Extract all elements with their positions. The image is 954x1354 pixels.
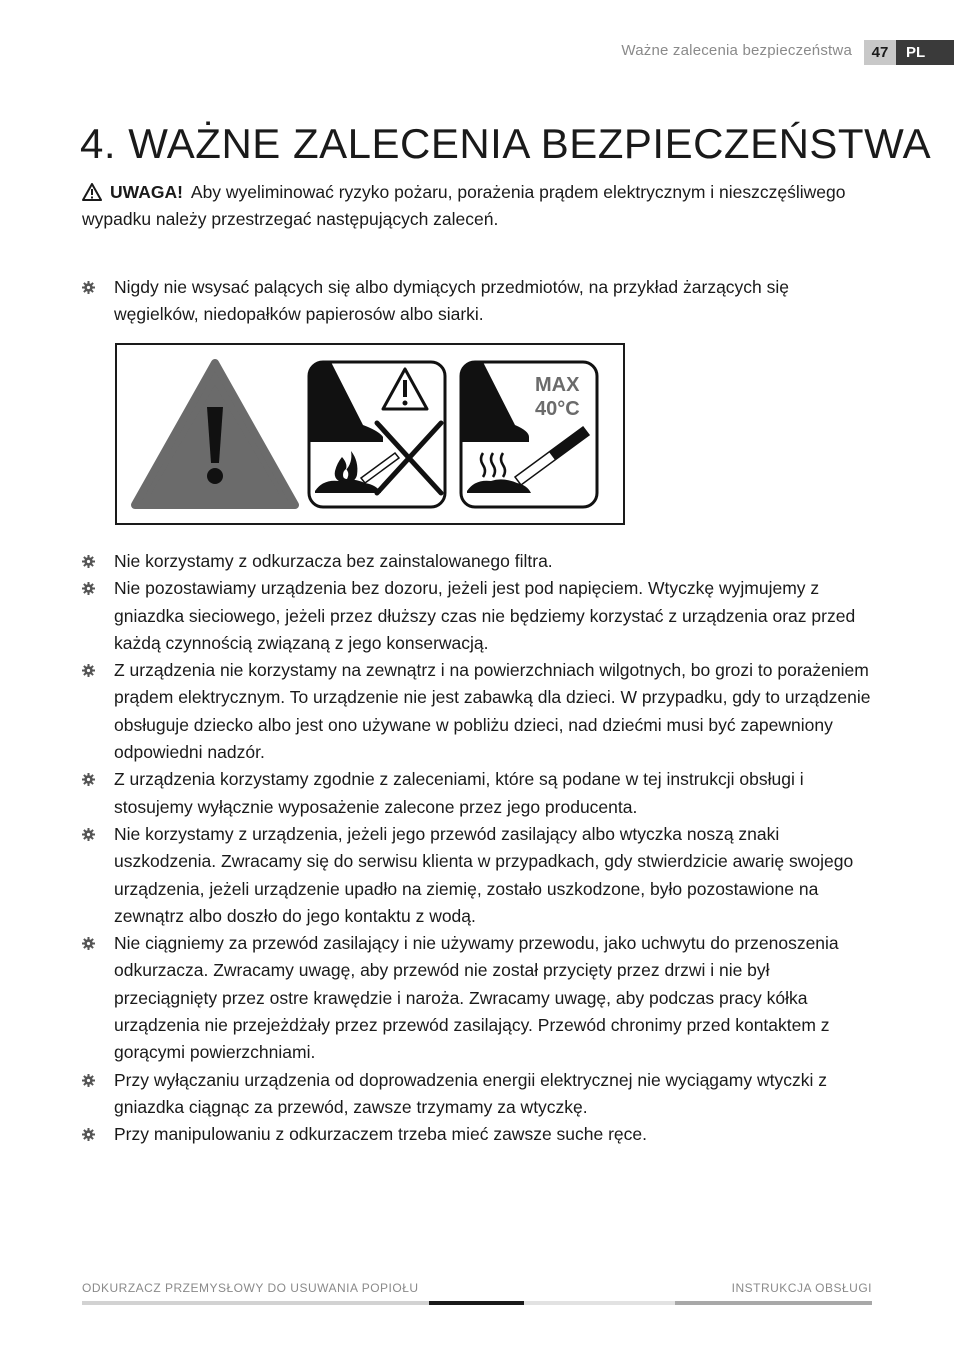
large-warning-triangle-icon [135,363,295,505]
temperature-label: 40°C [535,398,580,420]
cog-bullet-icon [82,937,95,950]
cog-bullet-icon [82,1128,95,1141]
list-item [82,657,872,766]
list-item-text: Nigdy nie wsysać palących się albo dymiących przedmiotów, na przykład żarzących się węgielków, niedopałków papierosów albo siarki. [114,277,790,325]
list-item-text: Z urządzenia korzystamy zgodnie z zaleceniami, które są podane w tej instrukcji obsługi i stosujemy wyłącznie wyposażenie zalecone przez jego producenta. [114,769,804,817]
footer-divider [82,1301,872,1305]
list-item-text: Nie korzystamy z urządzenia, jeżeli jego przewód zasilający albo wtyczka noszą znaki uszkodzenia. Zwracamy się do serwisu klienta w przypadkach, gdy stwierdzicie awarię swojego urządzenia, jeżeli urządzenie upadło na ziemię, zostało uszkodzone, było pozostawione na zewnątrz albo doszło do jego kontaktu z wodą. [114,823,854,926]
running-header: Ważne zalecenia bezpieczeństwa [621,42,852,59]
list-item-text: Przy wyłączaniu urządzenia od doprowadzenia energii elektrycznej nie wyciągamy wtyczki z gniazdka ciągnąc za przewód, zawsze trzymamy za wtyczkę. [114,1069,827,1117]
list-item-text: Przy manipulowaniu z odkurzaczem trzeba mieć zawsze suche ręce. [114,1124,647,1145]
list-item [82,274,872,329]
max-label: MAX [535,374,580,396]
no-burning-objects-icon [309,362,445,507]
language-tab: PL [896,40,954,65]
warning-paragraph [82,179,872,233]
list-item [82,930,872,1066]
max-temperature-icon [461,362,597,507]
page-number: 47 [864,40,896,65]
cog-bullet-icon [82,1074,95,1087]
footer-document-type: INSTRUKCJA OBSŁUGI [731,1281,872,1295]
warning-triangle-icon [82,183,102,201]
list-item-text: Nie pozostawiamy urządzenia bez dozoru, jeżeli jest pod napięciem. Wtyczkę wyjmujemy z gniazdka sieciowego, jeżeli przez dłuższy czas nie będziemy korzystać z urządzenia oraz przed każdą czynnością związaną z jego konserwacją. [114,578,856,653]
cog-bullet-icon [82,828,95,841]
bullet-list-before-figure [82,274,872,329]
list-item [82,821,872,930]
pictogram-illustration [117,345,622,522]
list-item [82,766,872,821]
list-item [82,1121,872,1148]
cog-bullet-icon [82,555,95,568]
list-item-text: Z urządzenia nie korzystamy na zewnątrz i na powierzchniach wilgotnych, bo grozi to porażeniem prądem elektrycznym. To urządzenie nie jest zabawką dla dzieci. W przypadku, gdy to urządzenie obsługuje dziecko albo jest ono używane w pobliżu dzieci, nad dziećmi musi być zapewniony odpowiedni nadzór. [114,660,871,763]
list-item [82,548,872,575]
footer-product-name: ODKURZACZ PRZEMYSŁOWY DO USUWANIA POPIOŁU [82,1281,419,1295]
list-item [82,1067,872,1122]
page-title: 4. WAŻNE ZALECENIA BEZPIECZEŃSTWA [80,120,932,167]
cog-bullet-icon [82,773,95,786]
list-item-text: Nie korzystamy z odkurzacza bez zainstalowanego filtra. [114,551,553,571]
cog-bullet-icon [82,664,95,677]
list-item-text: Nie ciągniemy za przewód zasilający i nie używamy przewodu, jako uchwytu do przenoszenia odkurzacza. Zwracamy uwagę, aby przewód nie został przycięty przez drzwi i nie był przeciągnięty przez ostre krawędzie i naroża. Zwracamy uwagę, aby podczas pracy kółka urządzenia nie przejeżdżały przez przewód zasilający. Przewód chronimy przed kontaktem z gorącymi powierzchniami. [114,933,839,1063]
cog-bullet-icon [82,281,95,294]
warning-text: Aby wyeliminować ryzyko pożaru, porażenia prądem elektrycznym i nieszczęśliwego wypadku należy przestrzegać następujących zaleceń. [82,182,846,229]
safety-pictogram-figure [115,343,625,525]
cog-bullet-icon [82,582,95,595]
warning-label: UWAGA! [110,182,183,202]
list-item [82,575,872,657]
bullet-list-after-figure [82,548,872,1149]
